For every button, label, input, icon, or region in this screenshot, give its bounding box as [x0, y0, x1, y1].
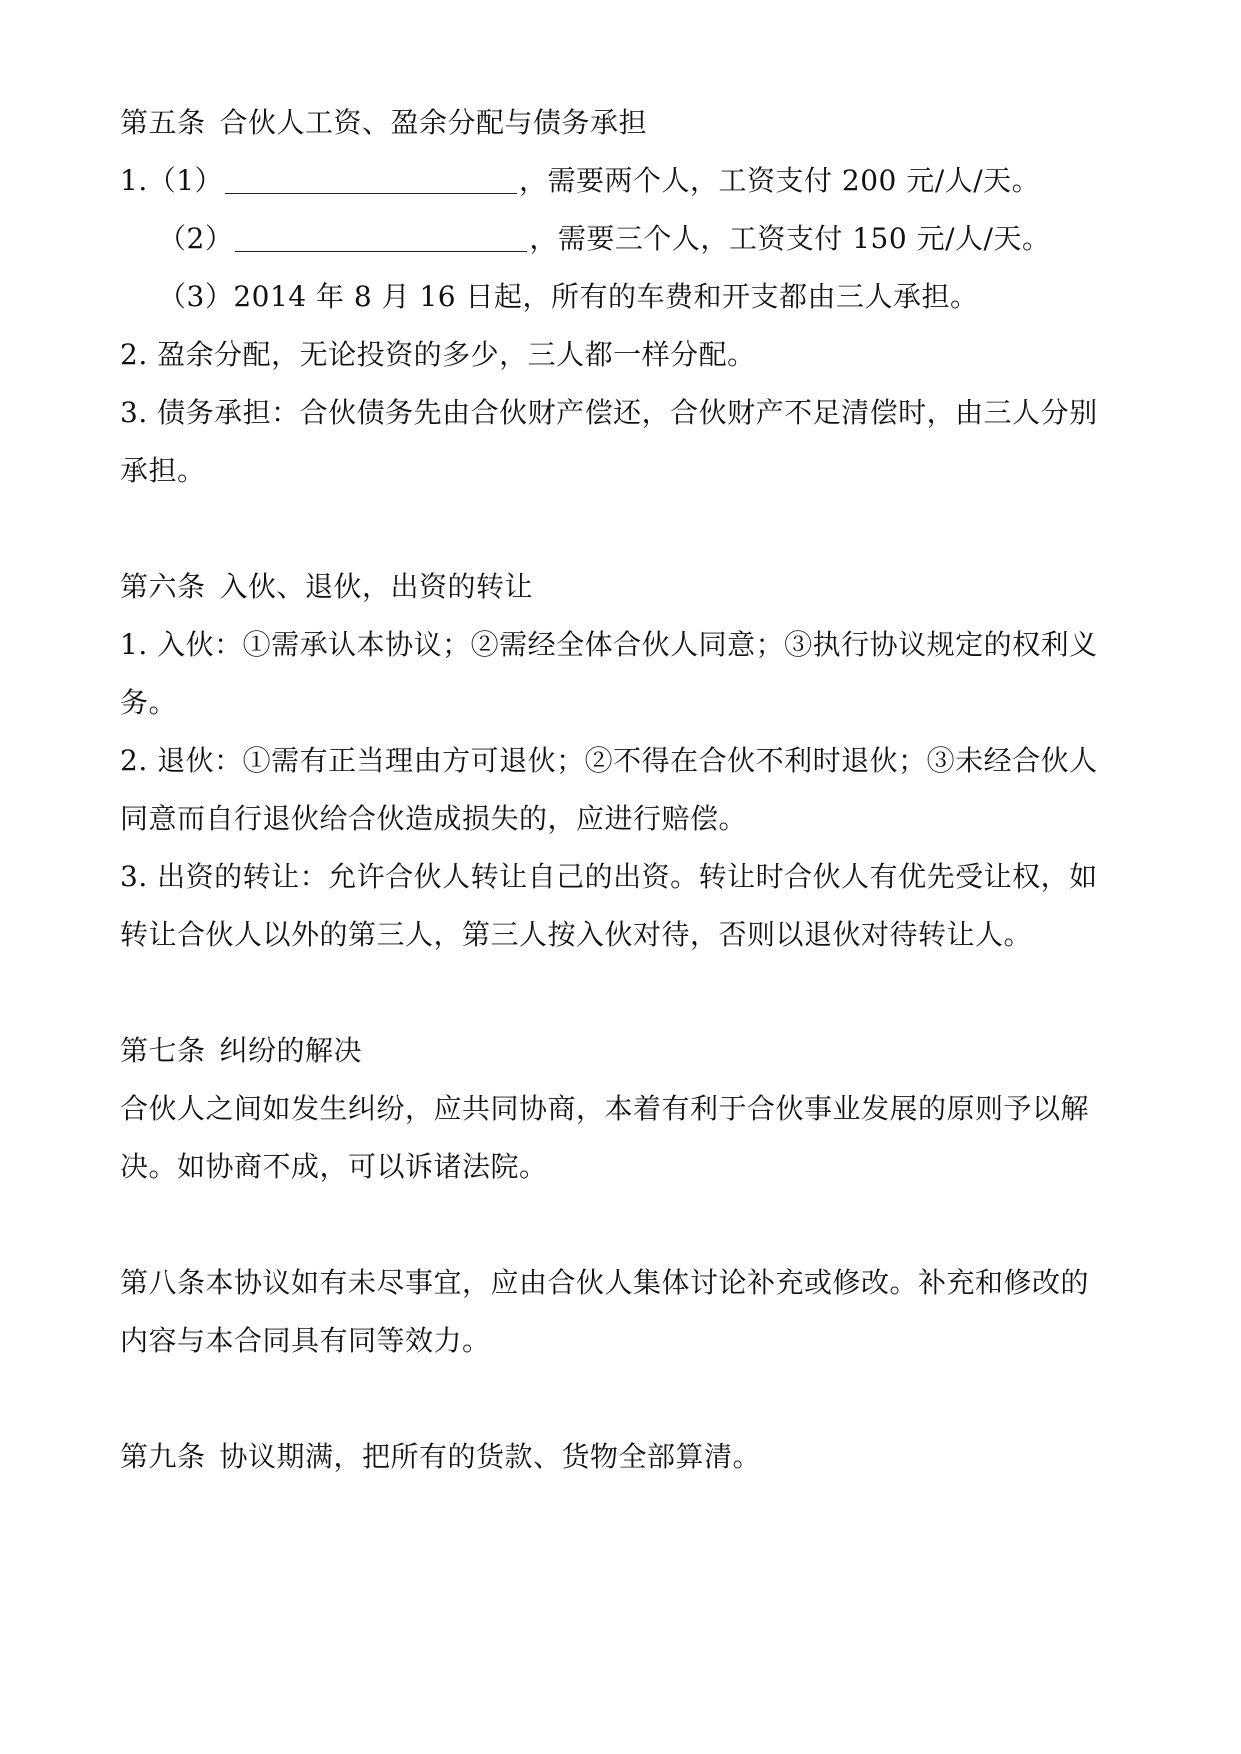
- article-6-item-3-line-1: 3. 出资的转让：允许合伙人转让自己的出资。转让时合伙人有优先受让权，如: [120, 860, 1098, 893]
- article-6-item-3-line-2: 转让合伙人以外的第三人，第三人按入伙对待，否则以退伙对待转让人。: [120, 918, 1033, 951]
- article-7-heading: [120, 1031, 362, 1071]
- article-7-line-1: 合伙人之间如发生纠纷，应共同协商，本着有利于合伙事业发展的原则予以解: [120, 1092, 1090, 1125]
- item-1-2-prefix: （2）: [158, 222, 234, 255]
- blank-fill-line-1[interactable]: [225, 163, 517, 194]
- item-1-2-text: ，需要三个人，工资支付 150 元/人/天。: [529, 222, 1051, 255]
- article-5-title: 合伙人工资、盈余分配与债务承担: [219, 106, 648, 139]
- item-1-1-text: ，需要两个人，工资支付 200 元/人/天。: [519, 164, 1041, 197]
- article-6-item-2-line-1: 2. 退伙：①需有正当理由方可退伙；②不得在合伙不利时退伙；③未经合伙人: [120, 744, 1098, 777]
- article-9-title: 协议期满，把所有的货款、货物全部算清。: [219, 1440, 762, 1473]
- article-9-heading: [120, 1437, 761, 1477]
- article-5-item-3-line-1: 3. 债务承担：合伙债务先由合伙财产偿还，合伙财产不足清偿时，由三人分别: [120, 396, 1098, 429]
- blank-fill-line-2[interactable]: [235, 221, 527, 252]
- article-6-number: 第六条: [120, 570, 206, 603]
- article-5-item-1-1: [120, 161, 1040, 201]
- article-5-item-1-3: （3）2014 年 8 月 16 日起，所有的车费和开支都由三人承担。: [158, 280, 979, 313]
- article-6-item-1-line-1: 1. 入伙：①需承认本协议；②需经全体合伙人同意；③执行协议规定的权利义: [120, 628, 1098, 661]
- article-5-item-1-2: [158, 219, 1050, 259]
- article-5-item-2: 2. 盈余分配，无论投资的多少，三人都一样分配。: [120, 338, 756, 371]
- article-7-number: 第七条: [120, 1034, 206, 1067]
- article-6-heading: [120, 567, 533, 607]
- article-5-item-3-line-2: 承担。: [120, 454, 206, 487]
- article-6-item-1-line-2: 务。: [120, 686, 178, 719]
- article-7-line-2: 决。如协商不成，可以诉诸法院。: [120, 1150, 548, 1183]
- article-6-title: 入伙、退伙，出资的转让: [219, 570, 534, 603]
- article-5-number: 第五条: [120, 106, 206, 139]
- article-7-title: 纠纷的解决: [219, 1034, 363, 1067]
- article-8-line-2: 内容与本合同具有同等效力。: [120, 1324, 491, 1357]
- article-6-item-2-line-2: 同意而自行退伙给合伙造成损失的，应进行赔偿。: [120, 802, 748, 835]
- article-9-number: 第九条: [120, 1440, 206, 1473]
- item-1-1-prefix: 1.（1）: [120, 164, 224, 197]
- article-8-line-1: 第八条本协议如有未尽事宜，应由合伙人集体讨论补充或修改。补充和修改的: [120, 1266, 1090, 1299]
- article-5-heading: [120, 103, 647, 143]
